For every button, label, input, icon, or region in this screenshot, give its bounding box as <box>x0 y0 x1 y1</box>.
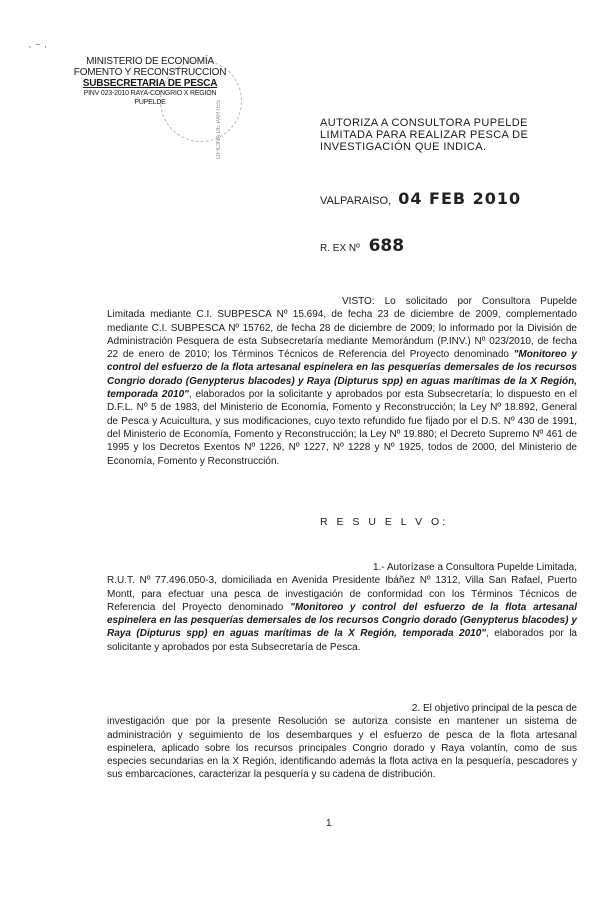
visto-paragraph: VISTO: Lo solicitado por Consultora Pupelde Limitada mediante C.I. SUBPESCA Nº 15.694, de fecha 23 de diciembre de 2009, complementado mediante C.I. SUBPESCA Nº 15762, de fecha 28 de diciembre de 2009; lo informado por la División de Administración Pesquera de esta Subsecretaría mediante Memorándum (P.INV.) Nº 023/2010, de fecha 22 de enero de 2010; los Términos Técnicos de Referencia del Proyecto denominado "Monitoreo y control del esfuerzo de la flota artesanal espinelera en las pesquerías demersales de los recursos Congrio dorado (Genypterus blacodes) y Raya (Dipturus spp) en aguas marítimas de la X Región, temporada 2010", elaborados por la solicitante y aprobados por esta Subsecretaría; lo dispuesto en el D.F.L. Nº 5 de 1983, del Ministerio de Economía, Fomento y Reconstrucción; la Ley Nº 18.892, General de Pesca y Acuicultura, y sus modificaciones, cuyo texto refundido fue fijado por el D.S. Nº 430 de 1991, del Ministerio de Economía, Fomento y Reconstrucción; la Ley Nº 19.880; el Decreto Supremo Nº 461 de 1995 y los Decretos Exentos Nº 1226, Nº 1227, Nº 1228 y Nº 1925, todos de 2000, del Ministerio de Economía, Fomento y Reconstrucción. <box>107 296 578 467</box>
project-title: "Monitoreo y control del esfuerzo de la flota artesanal espinelera en las pesquerías demersales de los recursos Congrio dorado (Genypterus blacodes) y Raya (Dipturus spp) en aguas marítimas de la X Región, temporada 2010" <box>107 349 577 401</box>
date-stamp: 04 FEB 2010 <box>398 189 522 208</box>
subsecretaria: SUBSECRETARIA DE PESCA <box>82 78 218 89</box>
resuelvo-heading: R E S U E L V O: <box>320 516 449 528</box>
ministry-line2: FOMENTO Y RECONSTRUCCION <box>73 67 227 78</box>
resolution-number <box>320 236 404 256</box>
dateline <box>320 189 521 208</box>
article-1: 1.- Autorízase a Consultora Pupelde Limitada, R.U.T. Nº 77.496.050-3, domiciliada en Avenida Presidente Ibáñez Nº 1312, Villa San Rafael, Puerto Montt, para efectuar una pesca de investigación de conformidad con los Términos Técnicos de Referencia del Proyecto denominado "Monitoreo y control del esfuerzo de la flota artesanal espinelera en las pesquerías demersales de los recursos Congrio dorado (Genypterus blacodes) y Raya (Dipturus spp) en aguas marítimas de la X Región, temporada 2010", elaborados por la solicitante y aprobados por esta Subsecretaría de Pesca. <box>107 562 577 653</box>
article-2-lead: 2. El objetivo principal de la pesca de <box>411 703 577 714</box>
article-1-lead: 1.- Autorízase a Consultora Pupelde Limitada, <box>372 562 577 573</box>
article-2: 2. El objetivo principal de la pesca de investigación que por la presente Resolución se autoriza consiste en mantener un sistema de administración y seguimiento de los desembarques y el esfuerzo de pesca de la flota artesanal espinelera, aplicado sobre los recursos principales Congrio dorado y Raya volantín, como de sus especies secundarias en la X Región, identificando además la flota activa en la pesquería, pescadores y sus embarcaciones, caracterizar la pesquería y su cadena de distribución. <box>107 703 577 781</box>
place: VALPARAISO, <box>320 195 392 207</box>
subject: AUTORIZA A CONSULTORA PUPELDE LIMITADA PARA REALIZAR PESCA DE INVESTIGACIÓN QUE INDICA. <box>320 117 529 153</box>
letterhead <box>55 56 245 107</box>
resolution-label: R. EX Nº <box>320 243 360 254</box>
visto-label: VISTO: <box>342 296 385 307</box>
page-number: 1 <box>326 818 332 829</box>
resolution-value: 688 <box>368 236 405 256</box>
reference-line: PINV 023-2010 RAYA-CONGRIO X REGIÓN <box>83 90 217 97</box>
article-1-project-title: "Monitoreo y control del esfuerzo de la flota artesanal espinelera en las pesquerías demersales de los recursos Congrio dorado (Genypterus blacodes) y Raya (Dipturus spp) en aguas marítimas de la X Región, temporada 2010" <box>107 601 577 640</box>
office-stamp-text: OFICINA DE PARTES <box>216 100 222 160</box>
ministry-line1: MINISTERIO DE ECONOMÍA <box>86 56 214 67</box>
margin-marks: · ⁻ · <box>28 41 48 53</box>
reference-name: PUPELDE <box>134 99 166 106</box>
